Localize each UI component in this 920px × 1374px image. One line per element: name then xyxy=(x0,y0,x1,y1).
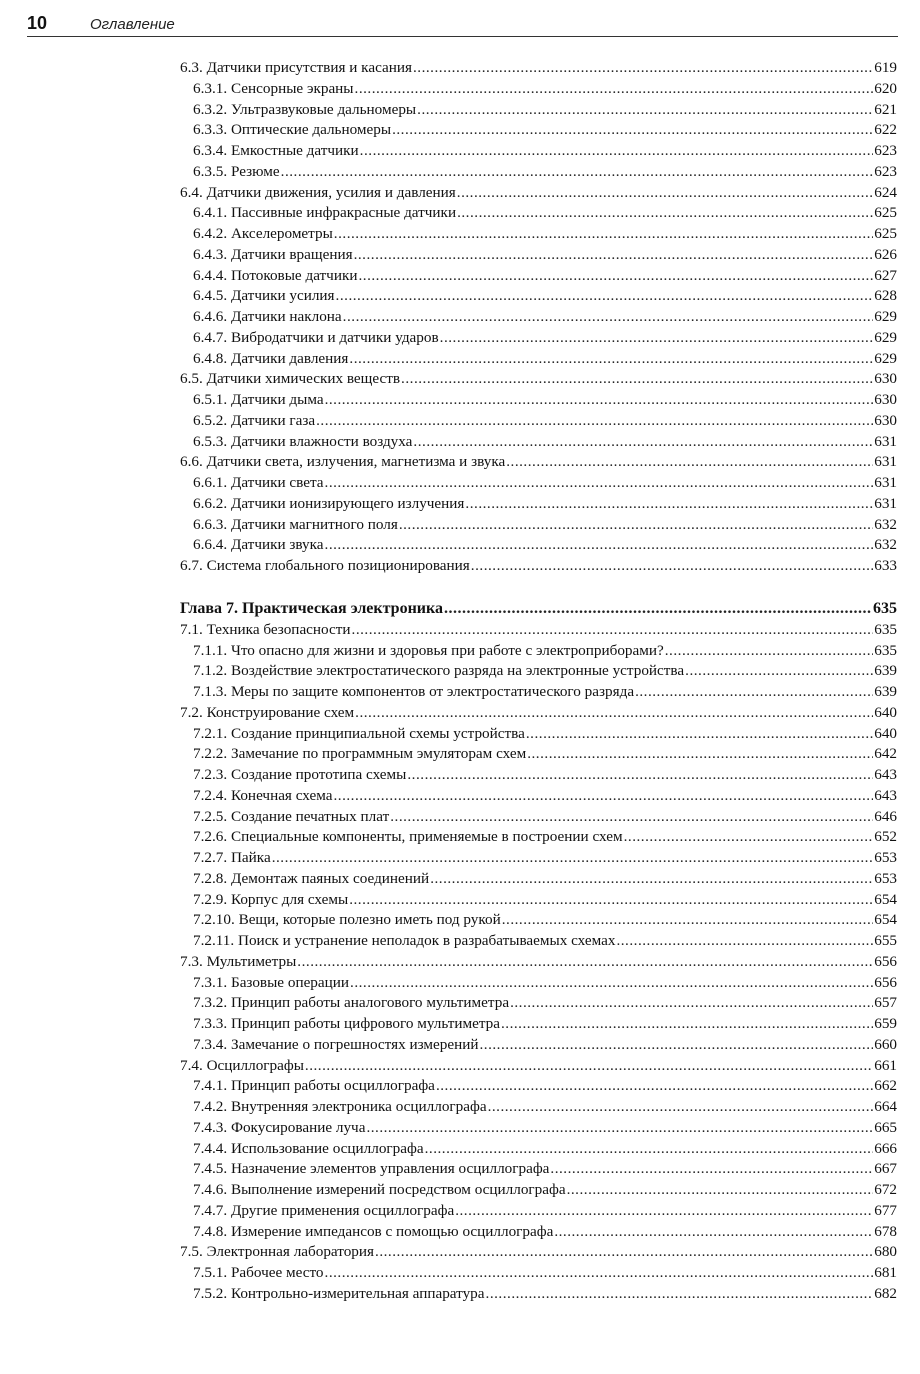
dot-leader xyxy=(624,827,874,848)
toc-entry-title: 7.2.3. Создание прототипа схемы xyxy=(193,766,407,783)
page-header xyxy=(27,12,898,37)
dot-leader xyxy=(479,1035,873,1056)
dot-leader xyxy=(325,535,874,556)
dot-leader xyxy=(325,1263,874,1284)
toc-entry-title: 7.2.7. Пайка xyxy=(193,849,271,866)
toc-entry-title: 7.3.4. Замечание о погрешностях измерений xyxy=(193,1035,479,1053)
toc-entry xyxy=(180,744,897,765)
toc-entry xyxy=(180,141,897,162)
dot-leader xyxy=(350,973,873,994)
toc-entry-page: 672 xyxy=(874,1181,897,1198)
toc-entry-title: 7.2.10. Вещи, которые полезно иметь под рукой xyxy=(193,911,501,929)
toc-entry-page: 635 xyxy=(874,620,897,638)
toc-entry-title: 7.5. Электронная лаборатория xyxy=(180,1243,375,1261)
toc-entry-page: 632 xyxy=(874,536,897,554)
toc-entry xyxy=(180,993,897,1014)
dot-leader xyxy=(349,349,873,370)
toc-entry xyxy=(180,245,897,266)
dot-leader xyxy=(665,641,873,662)
dot-leader xyxy=(305,1056,873,1077)
toc-entry xyxy=(180,1118,897,1139)
toc-entry xyxy=(180,432,897,453)
toc-entry-page: 629 xyxy=(874,349,897,367)
toc-entry-page: 654 xyxy=(874,890,897,908)
toc-entry-page: 666 xyxy=(874,1139,897,1157)
dot-leader xyxy=(501,1014,873,1035)
dot-leader xyxy=(506,452,873,473)
toc-entry-page: 623 xyxy=(874,142,897,159)
toc-entry-page: 630 xyxy=(874,391,897,408)
dot-leader xyxy=(281,162,874,183)
toc-entry-title: 7.1.2. Воздействие электростатического разряда на электронные устройства xyxy=(193,662,685,680)
dot-leader xyxy=(349,890,873,911)
toc-entry-page: 639 xyxy=(874,683,897,700)
toc-entry xyxy=(180,535,897,556)
toc-entry-page: 656 xyxy=(874,952,897,970)
toc-entry xyxy=(180,349,897,370)
toc-entry xyxy=(180,682,897,703)
toc-entry-title: Глава 7. Практическая электроника xyxy=(180,599,443,617)
toc-entry xyxy=(180,328,897,349)
toc-entry xyxy=(180,931,897,952)
toc-entry-page: 631 xyxy=(874,453,897,471)
toc-entry-title: 7.1.3. Меры по защите компонентов от электростатического разряда xyxy=(193,683,635,700)
toc-entry-page: 643 xyxy=(874,786,897,804)
dot-leader xyxy=(392,120,873,141)
toc-entry-title: 6.4.5. Датчики усилия xyxy=(193,287,335,305)
dot-leader xyxy=(390,807,873,828)
toc-entry-page: 680 xyxy=(874,1243,897,1261)
toc-entry-page: 630 xyxy=(874,411,897,429)
toc-entry xyxy=(180,786,897,807)
dot-leader xyxy=(355,79,874,100)
toc-entry-page: 631 xyxy=(874,494,897,512)
toc-entry xyxy=(180,1014,897,1035)
dot-leader xyxy=(554,1222,873,1243)
toc-entry-page: 652 xyxy=(874,828,897,846)
dot-leader xyxy=(375,1242,873,1263)
dot-leader xyxy=(360,141,874,162)
dot-leader xyxy=(436,1076,873,1097)
toc-entry-title: 6.6.2. Датчики ионизирующего излучения xyxy=(193,494,465,512)
toc-entry-title: 6.6. Датчики света, излучения, магнетизма и звука xyxy=(180,453,506,471)
toc-entry-page: 625 xyxy=(874,204,897,222)
toc-entry-title: 6.3.5. Резюме xyxy=(193,162,280,180)
toc-entry-title: 7.5.2. Контрольно-измерительная аппаратура xyxy=(193,1284,485,1302)
toc-entry-title: 7.5.1. Рабочее место xyxy=(193,1264,324,1281)
dot-leader xyxy=(272,848,874,869)
toc-entry xyxy=(180,473,897,494)
dot-leader xyxy=(550,1159,873,1180)
toc-entry-title: 7.4.3. Фокусирование луча xyxy=(193,1118,366,1136)
toc-entry xyxy=(180,973,897,994)
toc-entry xyxy=(180,1035,897,1056)
dot-leader xyxy=(333,786,873,807)
toc-entry xyxy=(180,703,897,724)
toc-entry xyxy=(180,869,897,890)
toc-entry-title: 7.4.8. Измерение импедансов с помощью осциллографа xyxy=(193,1222,554,1240)
toc-entry-title: 7.3.3. Принцип работы цифрового мультиметра xyxy=(193,1015,500,1032)
dot-leader xyxy=(471,556,873,577)
toc-entry xyxy=(180,952,897,973)
toc-entry-page: 681 xyxy=(874,1264,897,1281)
toc-entry-title: 7.2.4. Конечная схема xyxy=(193,786,333,804)
toc-entry-page: 631 xyxy=(874,474,897,491)
toc-entry xyxy=(180,100,897,121)
toc-entry xyxy=(180,1180,897,1201)
toc-entry xyxy=(180,224,897,245)
toc-entry-page: 619 xyxy=(874,59,897,76)
toc-entry-title: 6.4.4. Потоковые датчики xyxy=(193,266,358,284)
toc-entry-page: 621 xyxy=(874,100,897,118)
dot-leader xyxy=(510,993,873,1014)
toc-entry xyxy=(180,1263,897,1284)
toc-entry-page: 632 xyxy=(874,515,897,533)
toc-entry-title: 7.4.5. Назначение элементов управления осциллографа xyxy=(193,1160,550,1178)
toc-entry-title: 6.6.3. Датчики магнитного поля xyxy=(193,515,398,533)
toc-entry xyxy=(180,848,897,869)
toc-entry xyxy=(180,910,897,931)
dot-leader xyxy=(457,203,873,224)
toc-entry-page: 664 xyxy=(874,1098,897,1115)
toc-entry xyxy=(180,494,897,515)
toc-entry-page: 625 xyxy=(874,225,897,242)
toc-entry-page: 633 xyxy=(874,557,897,574)
dot-leader xyxy=(527,744,873,765)
toc-entry xyxy=(180,286,897,307)
toc-entry-page: 661 xyxy=(874,1056,897,1074)
dot-leader xyxy=(336,286,874,307)
toc-entry-title: 7.2. Конструирование схем xyxy=(180,703,355,721)
toc-entry xyxy=(180,307,897,328)
dot-leader xyxy=(297,952,873,973)
toc-entry xyxy=(180,1139,897,1160)
dot-leader xyxy=(616,931,873,952)
toc-entry-title: 6.4.7. Вибродатчики и датчики ударов xyxy=(193,328,439,346)
toc-entry xyxy=(180,641,897,662)
toc-entry-page: 628 xyxy=(874,287,897,305)
page-number: 10 xyxy=(27,13,48,33)
toc-entry-title: 7.3.2. Принцип работы аналогового мультиметра xyxy=(193,994,510,1012)
toc-entry-page: 639 xyxy=(874,662,897,680)
toc-entry-page: 656 xyxy=(874,973,897,991)
toc-entry-page: 622 xyxy=(874,121,897,139)
toc-entry-title: 7.1. Техника безопасности xyxy=(180,620,351,638)
toc-entry-page: 678 xyxy=(874,1222,897,1240)
toc-entry-page: 653 xyxy=(874,869,897,887)
dot-leader xyxy=(502,910,873,931)
dot-leader xyxy=(413,58,873,79)
toc-entry xyxy=(180,661,897,682)
toc-entry-title: 6.4.1. Пассивные инфракрасные датчики xyxy=(193,204,457,222)
toc-entry-title: 7.4. Осциллографы xyxy=(180,1056,304,1074)
toc-entry-page: 640 xyxy=(874,724,897,742)
toc-entry-title: 7.4.6. Выполнение измерений посредством осциллографа xyxy=(193,1181,566,1198)
toc-entry xyxy=(180,827,897,848)
toc-entry-title: 6.4.2. Акселерометры xyxy=(193,225,333,242)
toc-entry xyxy=(180,1159,897,1180)
toc-entry xyxy=(180,1076,897,1097)
toc-entry-page: 629 xyxy=(874,308,897,325)
toc-entry-page: 653 xyxy=(874,849,897,866)
toc-entry-page: 624 xyxy=(874,183,897,201)
toc-entry xyxy=(180,1222,897,1243)
toc-entry-title: 7.2.9. Корпус для схемы xyxy=(193,890,349,908)
dot-leader xyxy=(488,1097,874,1118)
toc-entry-title: 7.2.2. Замечание по программным эмуляторам схем xyxy=(193,745,527,763)
dot-leader xyxy=(355,703,873,724)
toc-entry xyxy=(180,120,897,141)
toc-entry xyxy=(180,411,897,432)
dot-leader xyxy=(635,682,873,703)
toc-entry-title: 7.3. Мультиметры xyxy=(180,952,297,970)
toc-entry xyxy=(180,58,897,79)
dot-leader xyxy=(325,390,874,411)
toc-entry xyxy=(180,890,897,911)
toc-entry-title: 6.3.3. Оптические дальномеры xyxy=(193,121,392,139)
toc-entry-page: 655 xyxy=(874,932,897,949)
toc-entry-title: 6.7. Система глобального позиционирования xyxy=(180,557,470,574)
dot-leader xyxy=(457,183,873,204)
toc-entry-page: 623 xyxy=(874,162,897,180)
toc-entry-page: 660 xyxy=(874,1035,897,1053)
toc-entry-title: 6.4.8. Датчики давления xyxy=(193,349,349,367)
toc-entry-title: 6.5.2. Датчики газа xyxy=(193,411,316,429)
dot-leader xyxy=(343,307,874,328)
toc-entry-title: 7.4.7. Другие применения осциллографа xyxy=(193,1201,455,1219)
dot-leader xyxy=(352,620,874,641)
toc-entry xyxy=(180,1097,897,1118)
toc-entry-page: 662 xyxy=(874,1077,897,1095)
toc-entry-page: 654 xyxy=(874,911,897,929)
dot-leader xyxy=(366,1118,873,1139)
toc-entry-page: 642 xyxy=(874,745,897,763)
toc-entry-title: 7.4.1. Принцип работы осциллографа xyxy=(193,1077,435,1095)
toc-entry-page: 682 xyxy=(874,1284,897,1302)
toc-entry-title: 6.3.2. Ультразвуковые дальномеры xyxy=(193,100,417,118)
dot-leader xyxy=(444,597,872,620)
dot-leader xyxy=(685,661,873,682)
toc-entry-title: 7.2.11. Поиск и устранение неполадок в разрабатываемых схемах xyxy=(193,932,616,949)
toc-entry-title: 6.6.1. Датчики света xyxy=(193,474,324,491)
toc-chapter-entry xyxy=(180,597,897,620)
toc-entry-title: 7.4.2. Внутренняя электроника осциллографа xyxy=(193,1098,487,1115)
toc-entry-page: 630 xyxy=(874,370,897,388)
toc-entry-page: 667 xyxy=(874,1160,897,1178)
dot-leader xyxy=(455,1201,873,1222)
dot-leader xyxy=(401,369,873,390)
toc-entry-page: 635 xyxy=(873,599,897,617)
dot-leader xyxy=(465,494,873,515)
running-title: Оглавление xyxy=(90,16,175,33)
toc-entry-title: 6.4.3. Датчики вращения xyxy=(193,245,353,263)
dot-leader xyxy=(399,515,873,536)
toc-entry-page: 631 xyxy=(874,432,897,450)
toc-entry xyxy=(180,79,897,100)
toc-entry xyxy=(180,765,897,786)
toc-entry xyxy=(180,620,897,641)
toc-entry xyxy=(180,162,897,183)
toc-entry-title: 7.3.1. Базовые операции xyxy=(193,973,350,991)
dot-leader xyxy=(413,432,873,453)
toc-entry xyxy=(180,1242,897,1263)
toc-entry-title: 7.4.4. Использование осциллографа xyxy=(193,1139,424,1157)
toc-entry xyxy=(180,390,897,411)
dot-leader xyxy=(407,765,873,786)
toc-entry-page: 646 xyxy=(874,807,897,825)
toc-entry-title: 6.3.4. Емкостные датчики xyxy=(193,142,359,159)
toc-entry-title: 7.2.1. Создание принципиальной схемы устройства xyxy=(193,724,525,742)
toc-entry xyxy=(180,724,897,745)
dot-leader xyxy=(334,224,873,245)
table-of-contents xyxy=(180,58,897,1305)
toc-entry xyxy=(180,369,897,390)
toc-entry xyxy=(180,203,897,224)
toc-entry-title: 6.6.4. Датчики звука xyxy=(193,536,324,554)
dot-leader xyxy=(358,266,873,287)
dot-leader xyxy=(354,245,874,266)
toc-entry-page: 620 xyxy=(874,79,897,97)
toc-entry xyxy=(180,266,897,287)
dot-leader xyxy=(526,724,873,745)
toc-entry-title: 7.1.1. Что опасно для жизни и здоровья при работе с электроприборами? xyxy=(193,641,664,659)
toc-entry xyxy=(180,1201,897,1222)
dot-leader xyxy=(417,100,873,121)
toc-entry-title: 6.5.1. Датчики дыма xyxy=(193,391,324,408)
toc-entry-page: 677 xyxy=(874,1201,897,1219)
toc-entry-title: 7.2.6. Специальные компоненты, применяемые в построении схем xyxy=(193,828,623,846)
toc-entry-page: 659 xyxy=(874,1015,897,1032)
toc-entry-title: 6.5.3. Датчики влажности воздуха xyxy=(193,432,413,450)
toc-entry-title: 6.5. Датчики химических веществ xyxy=(180,370,401,388)
toc-entry-page: 626 xyxy=(874,245,897,263)
toc-entry-title: 7.2.8. Демонтаж паяных соединений xyxy=(193,869,430,887)
dot-leader xyxy=(316,411,873,432)
toc-entry-title: 7.2.5. Создание печатных плат xyxy=(193,807,390,825)
toc-entry xyxy=(180,807,897,828)
toc-entry-page: 665 xyxy=(874,1118,897,1136)
dot-leader xyxy=(325,473,874,494)
dot-leader xyxy=(425,1139,874,1160)
toc-entry xyxy=(180,515,897,536)
toc-entry-page: 629 xyxy=(874,328,897,346)
toc-entry-title: 6.3.1. Сенсорные экраны xyxy=(193,79,354,97)
toc-entry-title: 6.4. Датчики движения, усилия и давления xyxy=(180,183,456,201)
toc-entry-page: 657 xyxy=(874,994,897,1012)
toc-entry xyxy=(180,183,897,204)
dot-leader xyxy=(430,869,873,890)
toc-entry xyxy=(180,1056,897,1077)
toc-entry-page: 640 xyxy=(874,703,897,721)
toc-entry-page: 643 xyxy=(874,766,897,783)
toc-entry-page: 627 xyxy=(874,266,897,284)
dot-leader xyxy=(486,1284,874,1305)
toc-entry xyxy=(180,452,897,473)
toc-entry xyxy=(180,1284,897,1305)
toc-entry-page: 635 xyxy=(874,641,897,659)
toc-entry xyxy=(180,556,897,577)
toc-entry-title: 6.4.6. Датчики наклона xyxy=(193,308,342,325)
toc-entry-title: 6.3. Датчики присутствия и касания xyxy=(180,59,412,76)
dot-leader xyxy=(567,1180,874,1201)
dot-leader xyxy=(440,328,874,349)
